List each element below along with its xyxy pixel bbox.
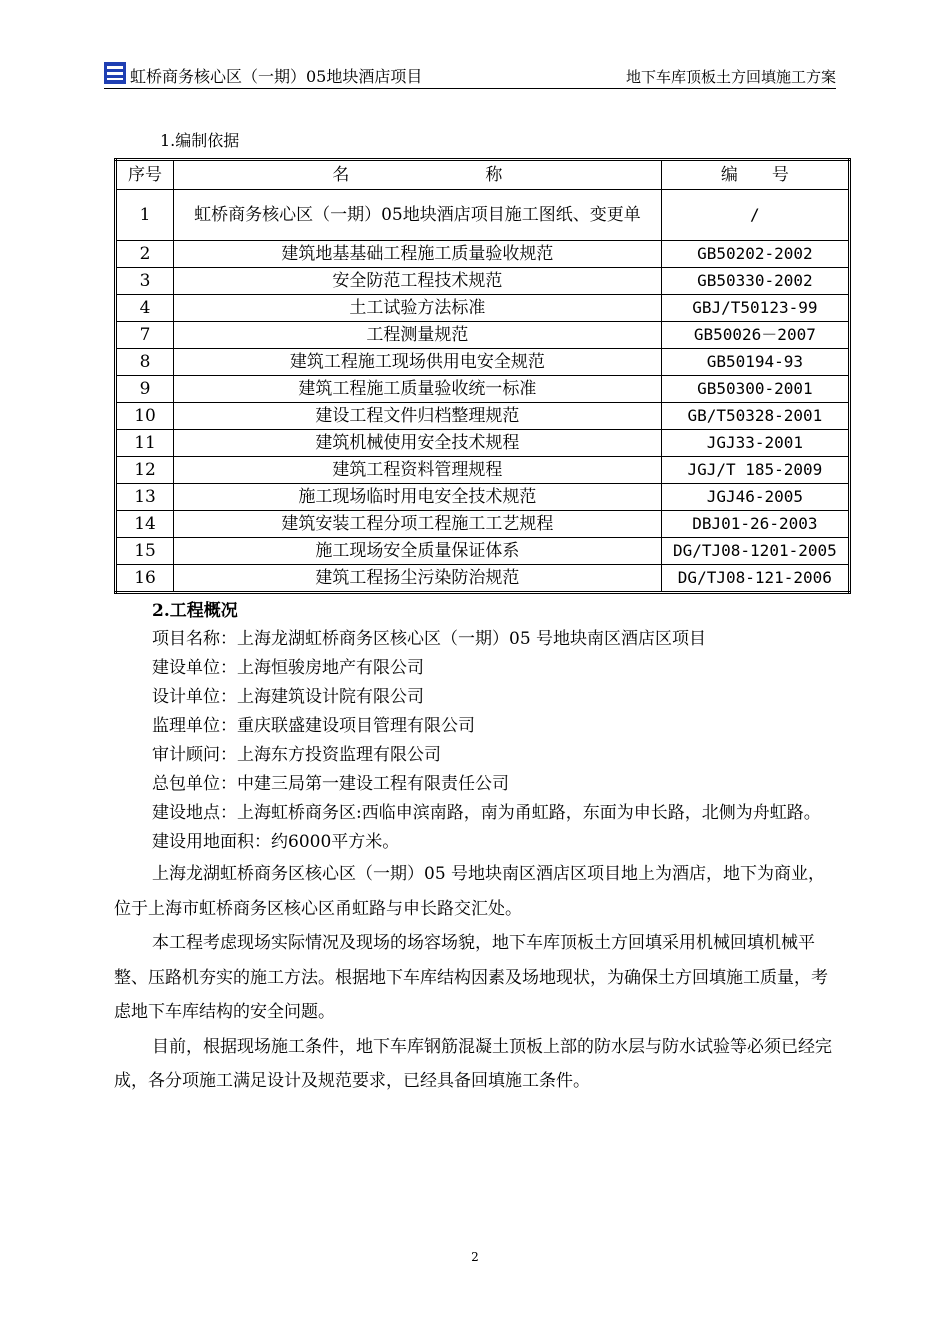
row-code: GB50026－2007 bbox=[661, 322, 849, 349]
row-name: 工程测量规范 bbox=[174, 322, 662, 349]
info-line: 监理单位：重庆联盛建设项目管理有限公司 bbox=[152, 716, 475, 736]
row-name: 施工现场临时用电安全技术规范 bbox=[174, 484, 662, 511]
row-no: 1 bbox=[116, 190, 174, 241]
row-name: 安全防范工程技术规范 bbox=[174, 268, 662, 295]
table-row bbox=[116, 268, 850, 295]
row-name: 建筑工程施工质量验收统一标准 bbox=[174, 376, 662, 403]
body-paragraph: 上海龙湖虹桥商务区核心区（一期）05 号地块南区酒店区项目地上为酒店，地下为商业，位于上海市虹桥商务区核心区甬虹路与申长路交汇处。 bbox=[114, 864, 826, 919]
row-no: 16 bbox=[116, 565, 174, 593]
row-name: 建筑机械使用安全技术规程 bbox=[174, 430, 662, 457]
section-1-title: 1.编制依据 bbox=[160, 131, 240, 150]
header-project-title: 虹桥商务核心区（一期）05地块酒店项目 bbox=[130, 67, 423, 86]
info-line: 建设用地面积：约6000平方米。 bbox=[152, 832, 400, 852]
row-no: 13 bbox=[116, 484, 174, 511]
header-no: 序号 bbox=[116, 160, 174, 190]
header-name: 名 称 bbox=[174, 160, 662, 190]
body-paragraph: 本工程考虑现场实际情况及现场的场容场貌，地下车库顶板土方回填采用机械回填机械平整、压路机夯实的施工方法。根据地下车库结构因素及场地现状，为确保土方回填施工质量，考虑地下车库结构的安全问题。 bbox=[114, 933, 828, 1022]
table-row bbox=[116, 457, 850, 484]
row-name: 建筑地基基础工程施工质量验收规范 bbox=[174, 241, 662, 268]
row-no: 14 bbox=[116, 511, 174, 538]
row-code: DBJ01-26-2003 bbox=[661, 511, 849, 538]
row-code: JGJ46-2005 bbox=[661, 484, 849, 511]
info-line: 设计单位：上海建筑设计院有限公司 bbox=[152, 687, 424, 707]
table-row bbox=[116, 190, 850, 241]
info-line: 审计顾问：上海东方投资监理有限公司 bbox=[152, 745, 441, 765]
row-no: 11 bbox=[116, 430, 174, 457]
table-row bbox=[116, 241, 850, 268]
row-name: 建筑安装工程分项工程施工工艺规程 bbox=[174, 511, 662, 538]
row-name: 建筑工程扬尘污染防治规范 bbox=[174, 565, 662, 593]
table-row bbox=[116, 484, 850, 511]
table-row bbox=[116, 295, 850, 322]
project-overview bbox=[114, 625, 838, 1099]
table-row bbox=[116, 376, 850, 403]
row-no: 2 bbox=[116, 241, 174, 268]
table-row bbox=[116, 403, 850, 430]
info-line: 建设单位：上海恒骏房地产有限公司 bbox=[152, 658, 424, 678]
row-code: GB50202-2002 bbox=[661, 241, 849, 268]
row-no: 10 bbox=[116, 403, 174, 430]
row-code: / bbox=[661, 190, 849, 241]
table-row bbox=[116, 322, 850, 349]
table-row bbox=[116, 565, 850, 593]
company-logo-icon bbox=[104, 62, 126, 84]
header-code: 编 号 bbox=[661, 160, 849, 190]
row-no: 12 bbox=[116, 457, 174, 484]
row-name: 虹桥商务核心区（一期）05地块酒店项目施工图纸、变更单 bbox=[174, 190, 662, 241]
row-no: 7 bbox=[116, 322, 174, 349]
row-no: 4 bbox=[116, 295, 174, 322]
section-2-title: 2.工程概况 bbox=[152, 601, 238, 621]
row-name: 施工现场安全质量保证体系 bbox=[174, 538, 662, 565]
row-code: GB50330-2002 bbox=[661, 268, 849, 295]
row-no: 8 bbox=[116, 349, 174, 376]
table-header-row bbox=[116, 160, 850, 190]
row-name: 建设工程文件归档整理规范 bbox=[174, 403, 662, 430]
row-code: GBJ/T50123-99 bbox=[661, 295, 849, 322]
row-name: 建筑工程资料管理规程 bbox=[174, 457, 662, 484]
row-no: 9 bbox=[116, 376, 174, 403]
page-header bbox=[104, 60, 836, 89]
row-name: 土工试验方法标准 bbox=[174, 295, 662, 322]
row-no: 15 bbox=[116, 538, 174, 565]
table-row bbox=[116, 349, 850, 376]
row-no: 3 bbox=[116, 268, 174, 295]
row-name: 建筑工程施工现场供用电安全规范 bbox=[174, 349, 662, 376]
table-row bbox=[116, 511, 850, 538]
header-document-title: 地下车库顶板土方回填施工方案 bbox=[625, 68, 836, 86]
row-code: GB50194-93 bbox=[661, 349, 849, 376]
body-paragraph: 目前，根据现场施工条件，地下车库钢筋混凝土顶板上部的防水层与防水试验等必须已经完成，各分项施工满足设计及规范要求，已经具备回填施工条件。 bbox=[114, 1036, 832, 1091]
row-code: GB50300-2001 bbox=[661, 376, 849, 403]
info-line: 总包单位：中建三局第一建设工程有限责任公司 bbox=[152, 774, 509, 794]
row-code: DG/TJ08-121-2006 bbox=[661, 565, 849, 593]
info-line: 项目名称：上海龙湖虹桥商务区核心区（一期）05 号地块南区酒店区项目 bbox=[152, 629, 707, 649]
row-code: DG/TJ08-1201-2005 bbox=[661, 538, 849, 565]
page-number: 2 bbox=[471, 1250, 479, 1264]
basis-table bbox=[114, 158, 851, 594]
row-code: JGJ/T 185-2009 bbox=[661, 457, 849, 484]
info-line: 建设地点：上海虹桥商务区:西临申滨南路，南为甬虹路，东面为申长路，北侧为舟虹路。 bbox=[152, 803, 821, 823]
table-row bbox=[116, 538, 850, 565]
row-code: GB/T50328-2001 bbox=[661, 403, 849, 430]
row-code: JGJ33-2001 bbox=[661, 430, 849, 457]
table-row bbox=[116, 430, 850, 457]
